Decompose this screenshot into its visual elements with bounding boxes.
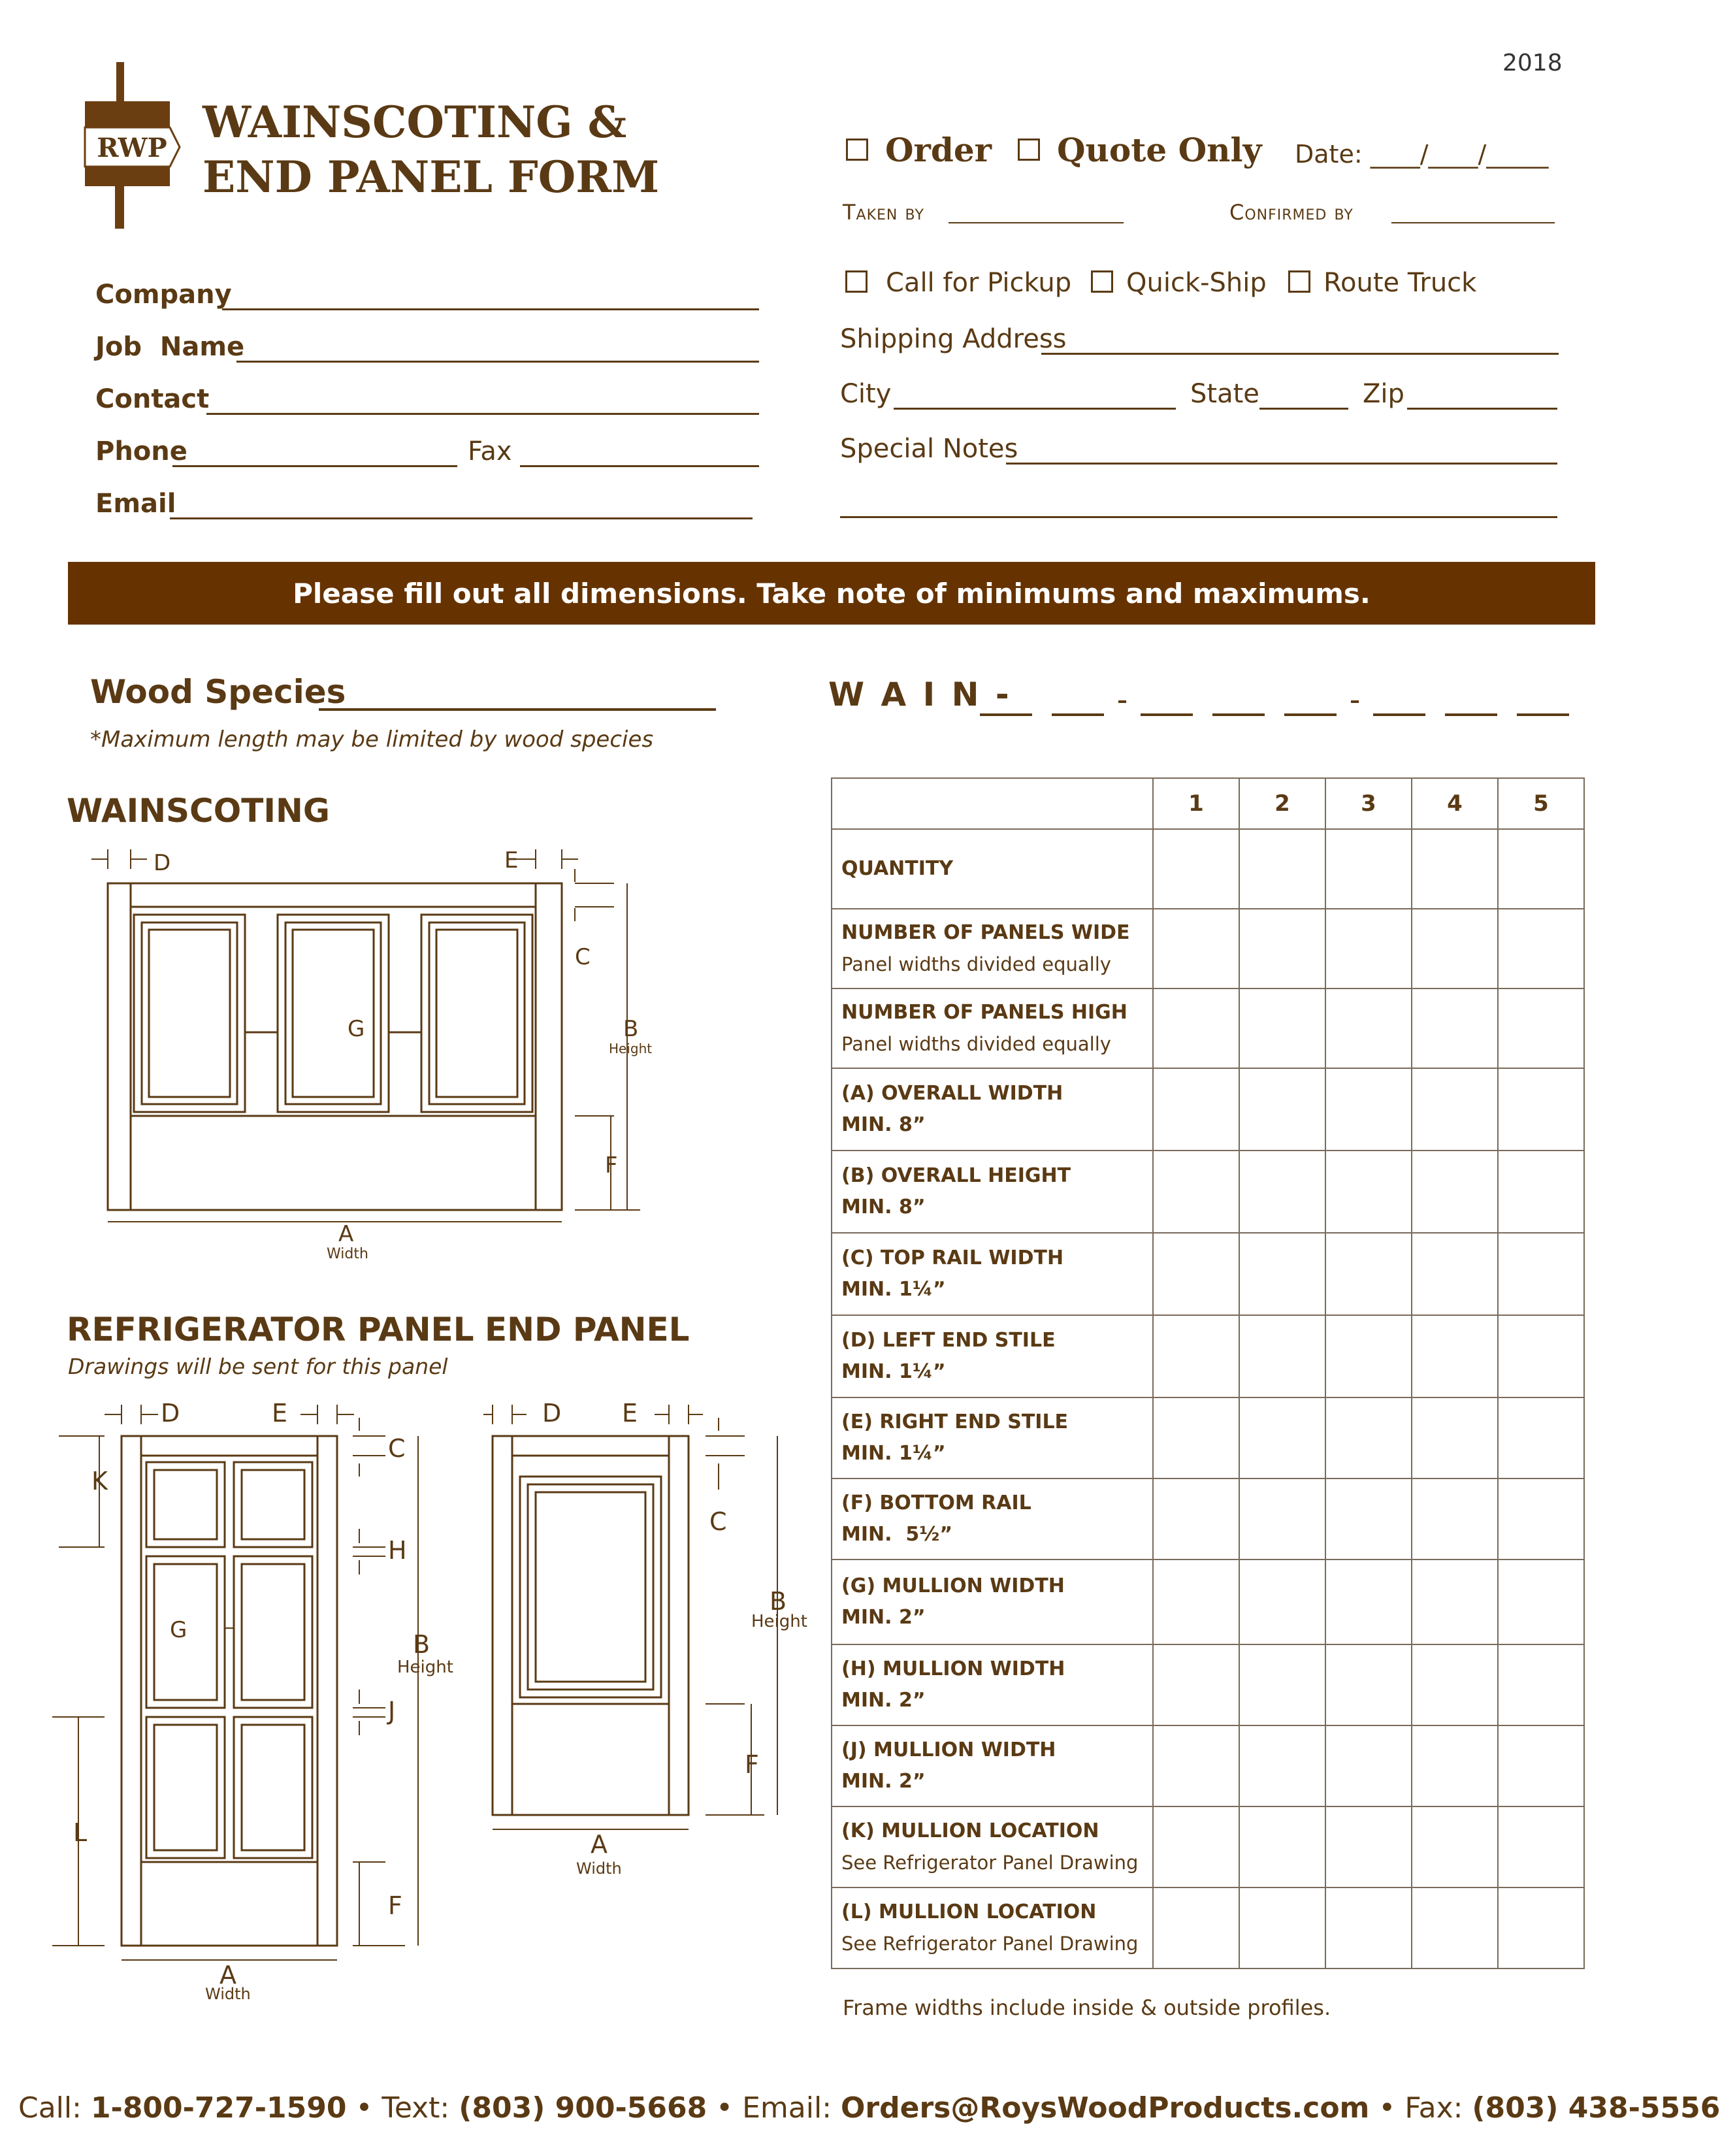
contact-field[interactable] (206, 413, 759, 415)
row-sub: MIN. 5½” (841, 1523, 953, 1546)
call-pickup-checkbox[interactable] (845, 270, 868, 293)
table-row (832, 988, 1584, 1068)
table-row (832, 1233, 1584, 1315)
column-header: 1 (1153, 778, 1239, 829)
table-row (832, 1478, 1584, 1560)
input-cell[interactable] (1498, 909, 1584, 988)
call-pickup-label: Call for Pickup (886, 268, 1072, 298)
row-label (832, 988, 1153, 1068)
title-line-2: END PANEL FORM (203, 152, 660, 203)
input-cell[interactable] (1412, 1644, 1498, 1725)
dimensions-table (831, 777, 1585, 1969)
confirmed-by-label: Confirmed by (1229, 200, 1354, 225)
input-cell[interactable] (1498, 988, 1584, 1068)
input-cell[interactable] (1153, 988, 1239, 1068)
table-row (832, 1806, 1584, 1887)
input-cell[interactable] (1239, 909, 1325, 988)
fridge-f-label: F (388, 1891, 402, 1920)
input-cell[interactable] (1153, 829, 1239, 909)
logo-text: RWP (97, 133, 167, 163)
input-cell[interactable] (1325, 909, 1412, 988)
fridge-width-label: Width (205, 1985, 251, 2003)
quick-ship-checkbox[interactable] (1091, 270, 1113, 293)
wain-b-label: B (623, 1016, 639, 1042)
row-sub: MIN. 2” (841, 1689, 926, 1712)
input-cell[interactable] (1498, 1315, 1584, 1397)
row-title: (H) MULLION WIDTH (841, 1658, 1065, 1680)
column-header: 4 (1412, 778, 1498, 829)
row-title: (E) RIGHT END STILE (841, 1411, 1069, 1433)
row-title: (L) MULLION LOCATION (841, 1901, 1097, 1923)
input-cell[interactable] (1325, 1806, 1412, 1887)
end-c-label: C (709, 1507, 727, 1536)
fridge-b-label: B (413, 1630, 430, 1659)
input-cell[interactable] (1325, 1151, 1412, 1233)
row-sub: MIN. 2” (841, 1770, 926, 1793)
end-height-label: Height (751, 1612, 807, 1631)
contact-label: Contact (95, 384, 210, 414)
wain-g-label: G (348, 1016, 365, 1042)
city-field[interactable] (894, 408, 1176, 410)
order-checkbox[interactable] (846, 139, 868, 161)
input-cell[interactable] (1153, 1233, 1239, 1315)
input-cell[interactable] (1153, 1725, 1239, 1806)
row-label (832, 1397, 1153, 1478)
input-cell[interactable] (1239, 1725, 1325, 1806)
row-label (832, 1806, 1153, 1887)
input-cell[interactable] (1239, 1068, 1325, 1151)
table-footnote: Frame widths include inside & outside profiles. (843, 1995, 1331, 2020)
input-cell[interactable] (1325, 1644, 1412, 1725)
fax-label: Fax (468, 436, 512, 466)
input-cell[interactable] (1153, 909, 1239, 988)
banner-text: Please fill out all dimensions. Take note of minimums and maximums. (293, 577, 1371, 610)
input-cell[interactable] (1239, 1560, 1325, 1644)
input-cell[interactable] (1239, 829, 1325, 909)
end-panel-heading: END PANEL (485, 1311, 690, 1348)
input-cell[interactable] (1153, 1478, 1239, 1560)
state-field[interactable] (1259, 408, 1348, 410)
text-label: • Text: (346, 2091, 459, 2125)
fax-number: (803) 438-5556 (1472, 2091, 1720, 2125)
column-header: 5 (1498, 778, 1584, 829)
input-cell[interactable] (1239, 1151, 1325, 1233)
fridge-g-label: G (170, 1617, 187, 1643)
input-cell[interactable] (1325, 1315, 1412, 1397)
row-sub: MIN. 8” (841, 1196, 926, 1218)
input-cell[interactable] (1239, 1397, 1325, 1478)
wood-species-label: Wood Species (90, 673, 346, 711)
row-sub: Panel widths divided equally (841, 1033, 1111, 1055)
special-notes-label: Special Notes (840, 434, 1018, 464)
input-cell[interactable] (1239, 1478, 1325, 1560)
fridge-c-label: C (388, 1434, 406, 1463)
row-sub: MIN. 1¼” (841, 1278, 946, 1301)
fridge-height-label: Height (397, 1658, 453, 1677)
row-label (832, 1233, 1153, 1315)
input-cell[interactable] (1412, 1560, 1498, 1644)
zip-label: Zip (1363, 379, 1404, 409)
input-cell[interactable] (1325, 1233, 1412, 1315)
input-cell[interactable] (1153, 1644, 1239, 1725)
end-f-label: F (745, 1750, 759, 1779)
refrigerator-panel-diagram (39, 1392, 457, 2012)
row-label (832, 1315, 1153, 1397)
row-label (832, 1887, 1153, 1968)
input-cell[interactable] (1325, 829, 1412, 909)
wain-height-label: Height (609, 1041, 653, 1056)
input-cell[interactable] (1498, 1560, 1584, 1644)
fridge-d-label: D (161, 1399, 180, 1428)
wain-c-label: C (575, 944, 591, 970)
row-title: (A) OVERALL WIDTH (841, 1082, 1063, 1105)
input-cell[interactable] (1412, 1068, 1498, 1151)
input-cell[interactable] (1498, 1068, 1584, 1151)
input-cell[interactable] (1412, 829, 1498, 909)
input-cell[interactable] (1498, 1644, 1584, 1725)
special-notes-field[interactable] (1006, 463, 1557, 465)
company-field[interactable] (222, 308, 759, 310)
wain-d-label: D (154, 850, 171, 876)
instruction-banner (68, 562, 1595, 625)
row-title: NUMBER OF PANELS WIDE (841, 921, 1130, 944)
route-truck-checkbox[interactable] (1288, 270, 1310, 293)
wood-species-field[interactable] (319, 708, 716, 711)
quick-ship-label: Quick-Ship (1126, 268, 1267, 298)
input-cell[interactable] (1412, 988, 1498, 1068)
job-name-field[interactable] (236, 361, 759, 363)
end-b-label: B (770, 1587, 787, 1616)
row-sub: See Refrigerator Panel Drawing (841, 1852, 1139, 1874)
end-width-label: Width (576, 1859, 622, 1878)
input-cell[interactable] (1153, 1806, 1239, 1887)
input-cell[interactable] (1412, 1151, 1498, 1233)
phone-label: Phone (95, 436, 187, 466)
input-cell[interactable] (1412, 1887, 1498, 1968)
row-title: QUANTITY (841, 857, 954, 880)
row-label (832, 1725, 1153, 1806)
input-cell[interactable] (1153, 1315, 1239, 1397)
wain-f-label: F (605, 1152, 618, 1179)
column-header: 3 (1325, 778, 1412, 829)
city-label: City (840, 379, 892, 409)
input-cell[interactable] (1498, 1397, 1584, 1478)
table-row (832, 1887, 1584, 1968)
wainscoting-heading: WAINSCOTING (67, 792, 330, 830)
row-title: (F) BOTTOM RAIL (841, 1492, 1031, 1514)
row-label (832, 1560, 1153, 1644)
table-row (832, 1397, 1584, 1478)
input-cell[interactable] (1412, 1725, 1498, 1806)
input-cell[interactable] (1153, 1397, 1239, 1478)
input-cell[interactable] (1239, 1806, 1325, 1887)
route-truck-label: Route Truck (1323, 268, 1477, 298)
row-sub: MIN. 8” (841, 1113, 926, 1136)
special-notes-field-2[interactable] (840, 516, 1557, 518)
wain-width-label: Width (327, 1246, 368, 1262)
column-header: 2 (1239, 778, 1325, 829)
row-sub: MIN. 1¼” (841, 1442, 946, 1465)
row-title: (G) MULLION WIDTH (841, 1575, 1065, 1597)
row-sub: MIN. 2” (841, 1606, 926, 1629)
company-label: Company (95, 280, 232, 310)
shipping-address-field[interactable] (1041, 353, 1559, 355)
input-cell[interactable] (1498, 1887, 1584, 1968)
order-label: Order (885, 131, 992, 169)
taken-by-label: Taken by (843, 200, 924, 225)
input-cell[interactable] (1239, 1644, 1325, 1725)
input-cell[interactable] (1153, 1151, 1239, 1233)
table-row (832, 1560, 1584, 1644)
taken-by-field[interactable] (949, 222, 1124, 223)
row-title: (K) MULLION LOCATION (841, 1820, 1099, 1842)
fridge-k-label: K (91, 1467, 108, 1495)
year: 2018 (1502, 50, 1563, 76)
phone-number: 1-800-727-1590 (90, 2091, 347, 2125)
end-panel-diagram (483, 1392, 823, 1901)
fridge-j-label: J (388, 1697, 396, 1725)
input-cell[interactable] (1498, 1725, 1584, 1806)
state-label: State (1190, 379, 1259, 409)
input-cell[interactable] (1325, 1560, 1412, 1644)
wain-code-fields[interactable] (973, 693, 1581, 719)
row-label (832, 1068, 1153, 1151)
input-cell[interactable] (1239, 1887, 1325, 1968)
shipping-address-label: Shipping Address (840, 324, 1067, 354)
input-cell[interactable] (1412, 1478, 1498, 1560)
quote-checkbox[interactable] (1018, 139, 1040, 161)
text-number: (803) 900-5668 (459, 2091, 707, 2125)
contact-footer (0, 2058, 1720, 2125)
end-a-label: A (591, 1830, 608, 1859)
refrigerator-panel-heading: REFRIGERATOR PANEL (67, 1311, 474, 1348)
row-title: (D) LEFT END STILE (841, 1329, 1056, 1352)
table-row (832, 829, 1584, 909)
email-address[interactable]: Orders@RoysWoodProducts.com (841, 2091, 1370, 2125)
input-cell[interactable] (1153, 1068, 1239, 1151)
table-row (832, 1315, 1584, 1397)
table-row (832, 1151, 1584, 1233)
input-cell[interactable] (1498, 829, 1584, 909)
input-cell[interactable] (1239, 1233, 1325, 1315)
rwp-logo (78, 62, 183, 232)
row-sub: See Refrigerator Panel Drawing (841, 1933, 1139, 1955)
input-cell[interactable] (1412, 1806, 1498, 1887)
input-cell[interactable] (1153, 1560, 1239, 1644)
row-label (832, 1478, 1153, 1560)
input-cell[interactable] (1325, 1478, 1412, 1560)
table-row (832, 909, 1584, 988)
input-cell[interactable] (1325, 1725, 1412, 1806)
refrigerator-panel-note: Drawings will be sent for this panel (68, 1354, 448, 1379)
input-cell[interactable] (1498, 1151, 1584, 1233)
input-cell[interactable] (1153, 1887, 1239, 1968)
row-label (832, 1151, 1153, 1233)
job-name-label: Job Name (95, 332, 245, 362)
title-line-1: WAINSCOTING & (203, 97, 627, 148)
row-label (832, 829, 1153, 909)
email-label-footer: • Email: (707, 2091, 841, 2125)
email-field[interactable] (170, 517, 753, 519)
email-label: Email (95, 489, 176, 519)
row-label (832, 1644, 1153, 1725)
confirmed-by-field[interactable] (1391, 222, 1555, 223)
row-label (832, 909, 1153, 988)
row-sub: MIN. 1¼” (841, 1360, 946, 1383)
input-cell[interactable] (1325, 988, 1412, 1068)
form-title (203, 95, 659, 204)
input-cell[interactable] (1498, 1233, 1584, 1315)
table-row (832, 1644, 1584, 1725)
phone-field[interactable] (172, 465, 457, 467)
fax-field[interactable] (520, 465, 759, 467)
fridge-a-label: A (219, 1961, 236, 1989)
wood-species-note: *Maximum length may be limited by wood species (90, 727, 654, 753)
end-e-label: E (622, 1399, 638, 1428)
input-cell[interactable] (1325, 1068, 1412, 1151)
input-cell[interactable] (1325, 1887, 1412, 1968)
input-cell[interactable] (1412, 1315, 1498, 1397)
end-d-label: D (542, 1399, 562, 1428)
input-cell[interactable] (1412, 1233, 1498, 1315)
wain-a-label: A (338, 1221, 354, 1247)
input-cell[interactable] (1239, 988, 1325, 1068)
date-field[interactable]: Date: ____/____/_____ (1295, 140, 1549, 169)
fax-label-footer: • Fax: (1369, 2091, 1472, 2125)
input-cell[interactable] (1412, 909, 1498, 988)
input-cell[interactable] (1239, 1315, 1325, 1397)
call-label: Call: (18, 2091, 91, 2125)
fridge-h-label: H (388, 1536, 407, 1565)
row-sub: Panel widths divided equally (841, 953, 1111, 975)
row-title: NUMBER OF PANELS HIGH (841, 1001, 1128, 1024)
input-cell[interactable] (1498, 1806, 1584, 1887)
table-row (832, 1725, 1584, 1806)
zip-field[interactable] (1407, 408, 1557, 410)
table-corner (832, 778, 1153, 829)
wainscoting-diagram (78, 843, 666, 1274)
input-cell[interactable] (1412, 1397, 1498, 1478)
row-title: (J) MULLION WIDTH (841, 1739, 1056, 1761)
fridge-l-label: L (73, 1818, 88, 1847)
table-row (832, 1068, 1584, 1151)
input-cell[interactable] (1325, 1397, 1412, 1478)
row-title: (C) TOP RAIL WIDTH (841, 1247, 1064, 1269)
input-cell[interactable] (1498, 1478, 1584, 1560)
wain-e-label: E (504, 847, 519, 874)
fridge-e-label: E (272, 1399, 288, 1428)
wain-code-label: W A I N - (828, 676, 1012, 713)
quote-label: Quote Only (1057, 131, 1262, 169)
row-title: (B) OVERALL HEIGHT (841, 1164, 1071, 1187)
